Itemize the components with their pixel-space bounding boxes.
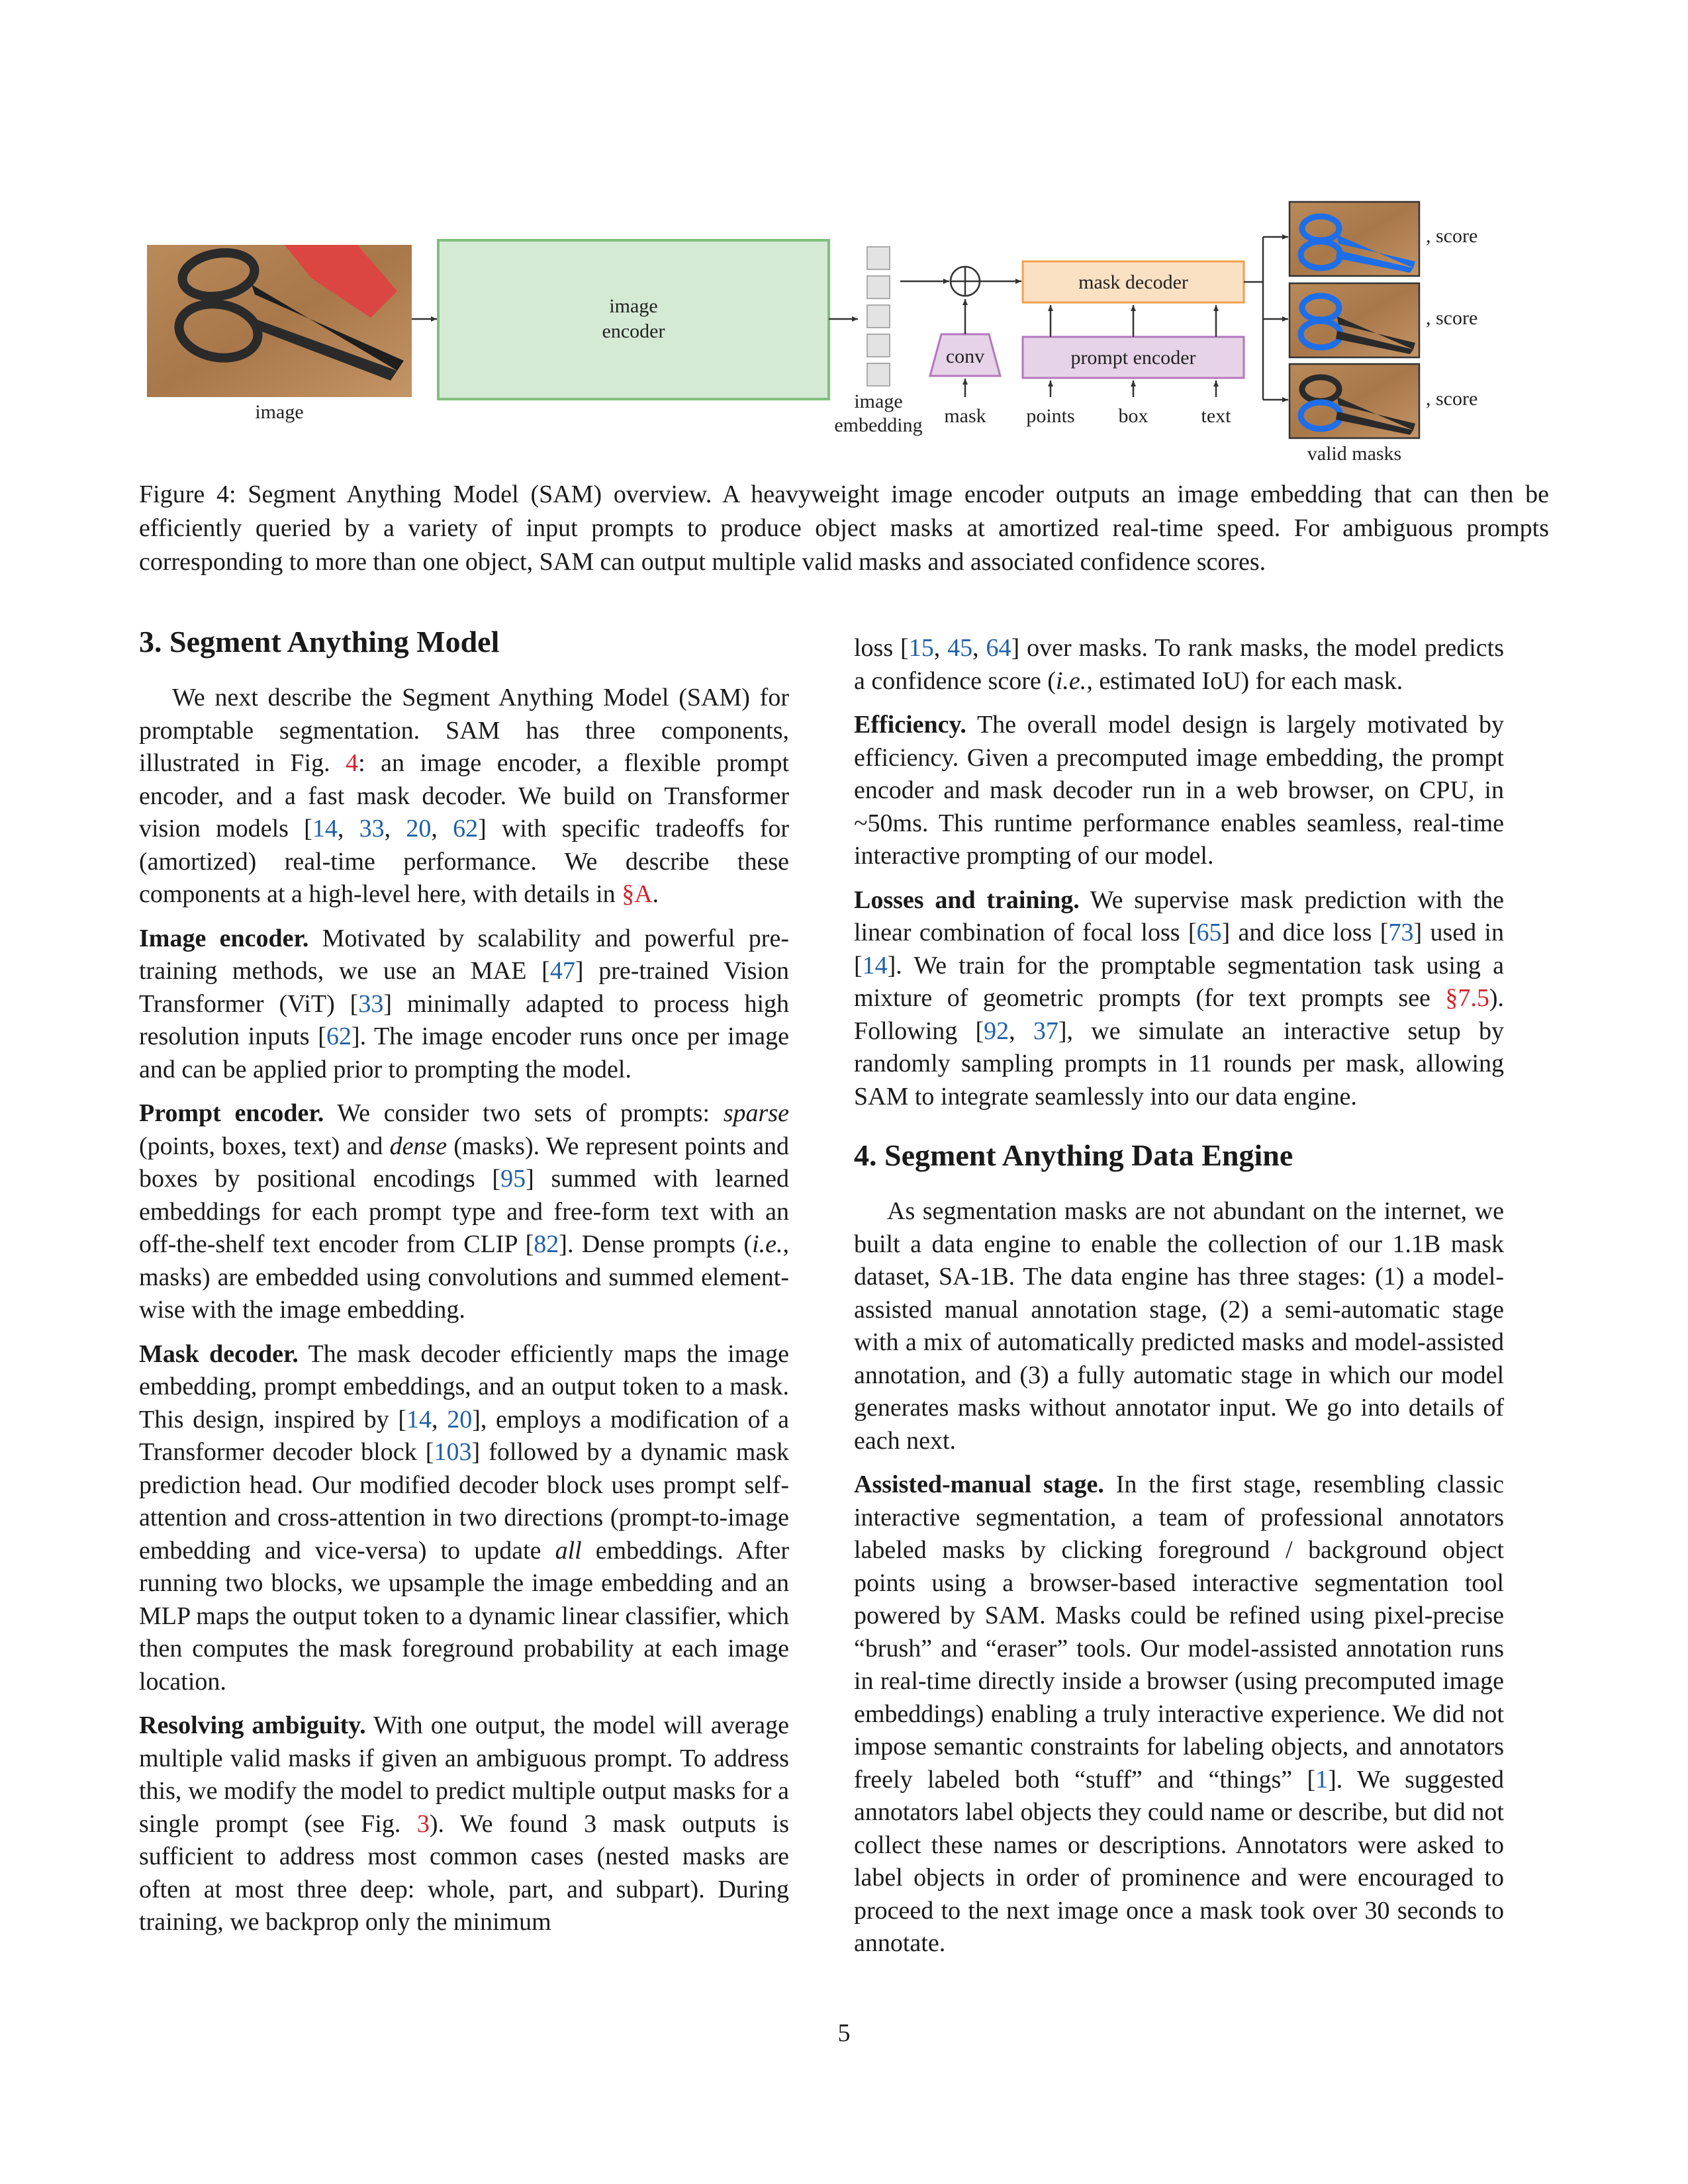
output-mask-1 [1289, 202, 1419, 276]
score-label-2: , score [1426, 307, 1478, 329]
paragraph-heading: Resolving ambiguity. [139, 1711, 366, 1739]
paragraph-heading: Losses and training. [854, 886, 1080, 914]
continued-paragraph: loss [15, 45, 64] over masks. To rank masks, the model predicts a confidence score (i.e., estimated IoU) for each mask. [854, 634, 1505, 695]
image-encoder-box [438, 240, 829, 399]
score-label-3: , score [1426, 388, 1478, 410]
image-embedding-stack [867, 247, 890, 386]
citation-link[interactable]: 82 [534, 1230, 559, 1258]
paragraph-heading: Assisted-manual stage. [854, 1471, 1104, 1498]
label-prompt-encoder: prompt encoder [1070, 347, 1196, 369]
citation-link[interactable]: 20 [447, 1405, 473, 1433]
citation-link[interactable]: 45 [947, 634, 973, 662]
label-encoder-2: encoder [602, 320, 665, 342]
paragraph-heading: Efficiency. [854, 711, 966, 739]
fig-ref[interactable]: 4 [346, 749, 359, 777]
citation-link[interactable]: 62 [453, 815, 479, 842]
citation-link[interactable]: 103 [434, 1438, 472, 1466]
efficiency-paragraph: Efficiency. The overall model design is largely motivated by efficiency. Given a precomputed image embedding, the prompt encoder and mask decoder run in a web browser, on CPU, in ~50ms. This runtime performance enables seamless, real-time interactive prompting of our model. [854, 711, 1504, 870]
section-ref[interactable]: §A [622, 880, 653, 908]
arrows-decoder-to-masks [1244, 237, 1288, 400]
citation-link[interactable]: 47 [549, 957, 575, 985]
ambiguity-paragraph: Resolving ambiguity. With one output, the model will average multiple valid masks if given an ambiguous prompt. To address this, we modify the model to predict multiple output masks for a single prompt (see Fig. 3). We found 3 mask outputs is sufficient to address most common cases (nested masks are often at most three deep: whole, part, and subpart). During training, we backprop only the minimum [139, 1711, 790, 1936]
image-encoder-paragraph: Image encoder. Motivated by scalability and powerful pre-training methods, we use an MAE [47] pre-trained Vision Transformer (ViT) [33] minimally adapted to process high resolution inputs [62]. The image encoder runs once per image and can be applied prior to prompting the model. [139, 924, 790, 1083]
label-image: image [255, 401, 304, 423]
arrows-prompt-to-decoder [1051, 305, 1216, 337]
losses-paragraph: Losses and training. We supervise mask prediction with the linear combination of focal loss [65] and dice loss [73] used in [14]. We train for the promptable segmentation task using a mixture of geometric prompts (for text prompts see §7.5). Following [92, 37], we simulate an interactive setup by randomly sampling prompts in 11 rounds per mask, allowing SAM to integrate seamlessly into our data engine. [854, 886, 1505, 1111]
prompt-encoder-paragraph: Prompt encoder. We consider two sets of prompts: sparse (points, boxes, text) and dense (masks). We represent points and boxes by positional encodings [95] summed with learned embeddings for each prompt type and free-form text with an off-the-shelf text encoder from CLIP [82]. Dense prompts (i.e., masks) are embedded using convolutions and summed element-wise with the image embedding. [139, 1099, 789, 1324]
sec4-intro-paragraph: As segmentation masks are not abundant on the internet, we built a data engine to enable the collection of our 1.1B mask dataset, SA-1B. The data engine has three stages: (1) a model-assisted manual annotation stage, (2) a semi-automatic stage with a mix of automatically predicted masks and model-assisted annotation, and (3) a fully automatic stage in which our model generates masks without annotator input. We go into details of each next. [854, 1197, 1504, 1455]
label-encoder-1: image [609, 295, 658, 317]
fig-ref[interactable]: 3 [416, 1809, 430, 1838]
citation-link[interactable]: 95 [500, 1165, 526, 1193]
citation-link[interactable]: 14 [406, 1405, 432, 1433]
citation-link[interactable]: 33 [359, 815, 385, 842]
page-number: 5 [837, 2019, 851, 2047]
input-box-label: box [1118, 405, 1149, 427]
output-mask-2 [1289, 283, 1419, 357]
citation-link[interactable]: 65 [1196, 919, 1222, 946]
paragraph-heading: Mask decoder. [139, 1340, 299, 1368]
input-points-label: points [1026, 405, 1075, 427]
label-mask-decoder: mask decoder [1078, 271, 1188, 293]
figure-diagram [0, 0, 1688, 477]
figure-caption: Figure 4: Segment Anything Model (SAM) overview. A heavyweight image encoder outputs an image embedding that can then be efficiently queried by a variety of input prompts to produce object masks at amortized real-time speed. For ambiguous prompts corresponding to more than one object, SAM can output multiple valid masks and associated confidence scores. [139, 480, 1549, 576]
input-photo [147, 245, 412, 397]
paragraph-heading: Prompt encoder. [139, 1099, 324, 1127]
citation-link[interactable]: 33 [358, 989, 384, 1018]
citation-link[interactable]: 20 [406, 815, 432, 842]
citation-link[interactable]: 15 [908, 634, 934, 662]
citation-link[interactable]: 92 [984, 1017, 1009, 1045]
output-mask-3 [1289, 364, 1419, 438]
input-mask-label: mask [944, 405, 986, 427]
section-3-title: 3. Segment Anything Model [139, 625, 500, 659]
citation-link[interactable]: 73 [1388, 919, 1414, 946]
input-text-label: text [1201, 405, 1231, 427]
sum-node [951, 267, 980, 296]
paragraph-heading: Image encoder. [139, 924, 309, 952]
citation-link[interactable]: 14 [862, 951, 888, 979]
left-column [139, 622, 789, 1950]
citation-link[interactable]: 14 [312, 815, 338, 842]
arrows-inputs-to-prompt-encoder [1051, 381, 1216, 397]
citation-link[interactable]: 64 [986, 634, 1011, 662]
label-conv: conv [945, 345, 985, 367]
section-4-title: 4. Segment Anything Data Engine [854, 1138, 1293, 1172]
section-ref[interactable]: §7.5 [1445, 984, 1489, 1012]
citation-link[interactable]: 62 [326, 1023, 352, 1050]
sam-overview-figure [0, 0, 1688, 477]
sec3-intro-paragraph: We next describe the Segment Anything Model (SAM) for promptable segmentation. SAM has three components, illustrated in Fig. 4: an image encoder, a flexible prompt encoder, and a fast mask decoder. We build on Transformer vision models [14, 33, 20, 62] with specific tradeoffs for (amortized) real-time performance. We describe these components at a high-level here, with details in §A. [139, 684, 790, 908]
mask-decoder-paragraph: Mask decoder. The mask decoder efficiently maps the image embedding, prompt embeddings, and an output token to a mask. This design, inspired by [14, 20], employs a modification of a Transformer decoder block [103] followed by a dynamic mask prediction head. Our modified decoder block uses prompt self-attention and cross-attention in two directions (prompt-to-image embedding and vice-versa) to update all embeddings. After running two blocks, we upsample the image embedding and an MLP maps the output token to a dynamic linear classifier, which then computes the mask foreground probability at each image location. [139, 1340, 789, 1696]
right-column [854, 632, 1504, 1972]
citation-link[interactable]: 37 [1033, 1017, 1058, 1045]
score-label-1: , score [1426, 225, 1478, 247]
valid-masks-label: valid masks [1307, 443, 1402, 465]
citation-link[interactable]: 1 [1315, 1765, 1329, 1794]
assisted-manual-paragraph: Assisted-manual stage. In the first stage, resembling classic interactive segmentation, a team of professional annotators labeled masks by clicking foreground / background object points using a browser-based interactive segmentation tool powered by SAM. Masks could be refined using pixel-precise “brush” and “eraser” tools. Our model-assisted annotation runs in real-time directly inside a browser (using precomputed image embeddings) enabling a truly interactive experience. We did not impose semantic constraints for labeling objects, and annotators freely labeled both “stuff” and “things” [1]. We suggested annotators label objects they could name or describe, but did not collect these names or descriptions. Annotators were asked to label objects in order of prominence and were encouraged to proceed to the next image once a mask took over 30 seconds to annotate. [854, 1471, 1504, 1957]
label-embedding-1: image [854, 390, 903, 412]
label-embedding-2: embedding [834, 414, 923, 436]
